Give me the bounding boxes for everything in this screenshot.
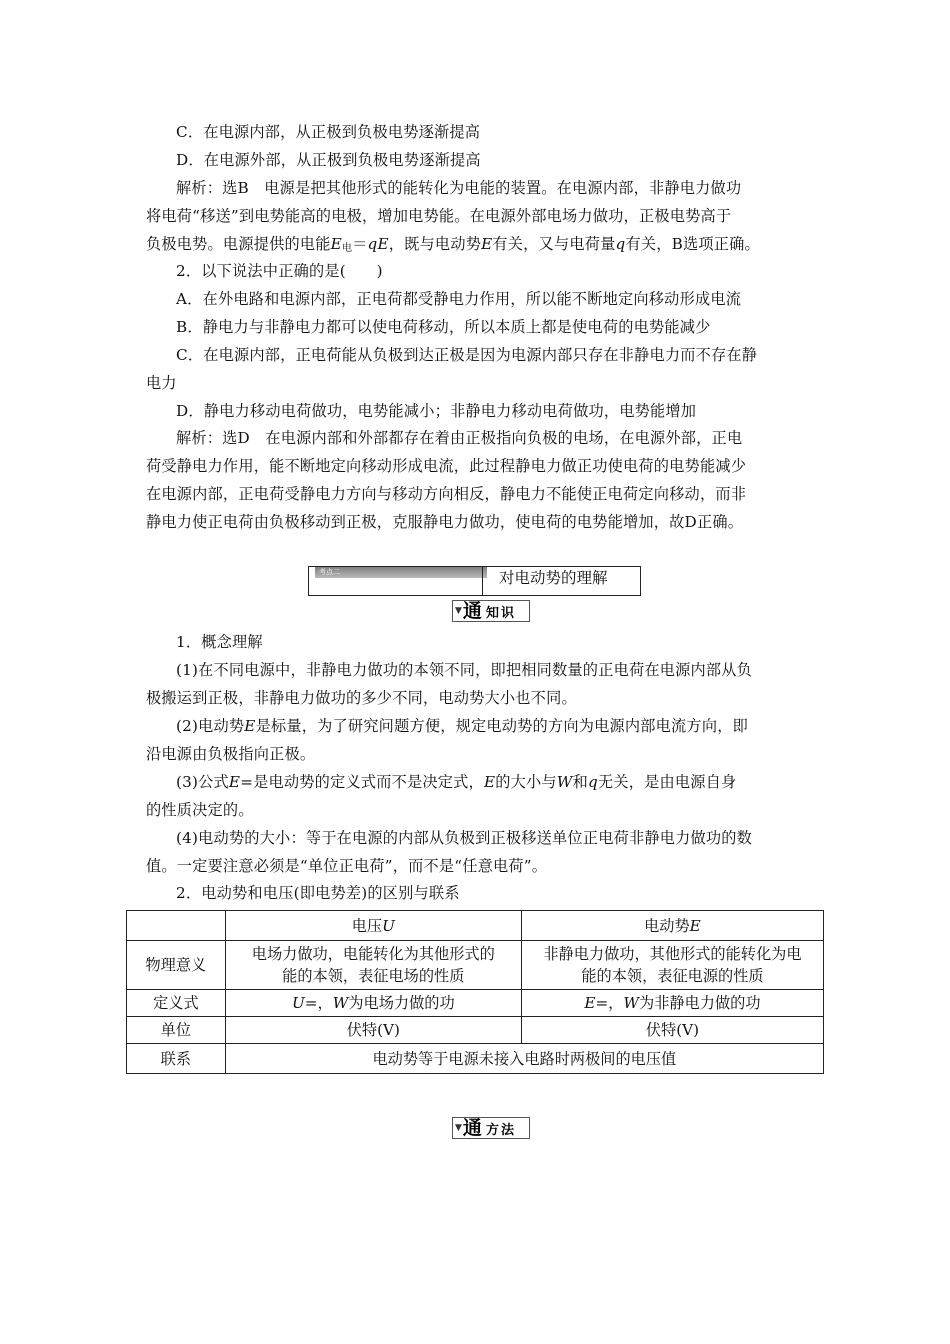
symbol-w: W: [332, 994, 349, 1012]
concept-3-line-1: [176, 771, 826, 793]
symbol-e: E: [483, 773, 496, 791]
text-run: 有关，又与电荷量: [492, 235, 616, 253]
concept-1-line-1: (1)在不同电源中，非静电力做功的本领不同，即把相同数量的正电荷在电源内部从负: [176, 661, 753, 679]
analysis-1-line-2: 将电荷“移送”到电势能高的电极，增加电势能。在电源外部电场力做功，正极电势高于: [146, 207, 732, 225]
concept-4-line-2: 值。一定要注意必须是“单位正电荷”，而不是“任意电荷”。: [146, 857, 548, 875]
analysis-2-line-1: 解析：选D 在电源内部和外部都存在着由正极指向负极的电场，在电源外部，正电: [176, 429, 743, 447]
section-title: 对电动势的理解: [499, 569, 608, 587]
option-d: D．在电源外部，从正极到负极电势逐渐提高: [176, 151, 481, 169]
cell-text: =，: [595, 994, 624, 1012]
row-label: 联系: [127, 1044, 226, 1074]
text-run: (2)电动势: [176, 717, 245, 735]
symbol-u: U: [382, 916, 395, 935]
table-row: [127, 1017, 824, 1044]
concept-2-line-1: [176, 715, 826, 737]
table-cell: [225, 990, 521, 1017]
symbol-e: E: [584, 994, 596, 1012]
symbol-w: W: [556, 773, 573, 791]
text-run: 的大小与: [495, 773, 557, 791]
badge-main-char: 通: [462, 1117, 482, 1139]
text-run: 和: [572, 773, 588, 791]
analysis-2-line-4: 静电力使正电荷由负极移动到正极，克服静电力做功，使电荷的电势能增加，故D正确。: [146, 513, 744, 531]
cell-line: 能的本领，表征电场的性质: [282, 967, 465, 985]
comparison-heading: 2．电动势和电压(即电势差)的区别与联系: [176, 884, 460, 902]
text-run: 无关，是由电源自身: [597, 773, 737, 791]
option-a: A．在外电路和电源内部，正电荷都受静电力作用，所以能不断地定向移动形成电流: [176, 290, 742, 308]
table-cell: [521, 990, 823, 1017]
row-label: 物理意义: [127, 941, 226, 990]
analysis-1-line-3: [146, 233, 826, 260]
text-run: ，既与电动势: [388, 235, 482, 253]
symbol-e: E: [228, 773, 241, 791]
symbol-q: q: [615, 235, 626, 253]
option-b: B．静电力与非静电力都可以使电荷移动，所以本质上都是使电荷的电势能减少: [176, 318, 711, 336]
symbol-qe: qE: [367, 235, 389, 253]
symbol-u: U: [291, 994, 305, 1012]
cell-text: =，: [304, 994, 333, 1012]
triangle-down-icon: ▼: [455, 1123, 462, 1133]
question-2: 2．以下说法中正确的是( ): [176, 262, 383, 280]
row-label: 定义式: [127, 990, 226, 1017]
symbol-q: q: [588, 773, 598, 791]
row-label: 单位: [127, 1017, 226, 1044]
header-text: 电压: [351, 916, 383, 935]
text-run: 有关，B选项正确。: [625, 235, 760, 253]
option-c: C．在电源内部，从正极到负极电势逐渐提高: [176, 123, 481, 141]
concept-1-line-2: 极搬运到正极，非静电力做功的多少不同，电动势大小也不同。: [146, 689, 577, 707]
badge-label: 知识: [485, 605, 516, 621]
option-c-2-cont: 电力: [146, 374, 177, 392]
table-cell: 伏特(V): [521, 1017, 823, 1044]
table-cell: 电动势等于电源未接入电路时两极间的电压值: [225, 1044, 823, 1074]
text-run: =是电动势的定义式而不是决定式，: [240, 773, 484, 791]
concept-4-line-1: (4)电动势的大小：等于在电源的内部从负极到正极移送单位正电荷非静电力做功的数: [176, 829, 753, 847]
table-cell: 伏特(V): [225, 1017, 521, 1044]
triangle-down-icon: ▼: [455, 606, 462, 616]
text-run: 负极电势。电源提供的电能: [146, 235, 331, 253]
comparison-table: [126, 910, 824, 1074]
concept-3-line-2: 的性质决定的。: [146, 801, 254, 819]
concept-heading: 1．概念理解: [176, 633, 263, 651]
header-text: 电动势: [644, 916, 690, 935]
badge-label: 方法: [485, 1122, 516, 1138]
table-cell: [225, 941, 521, 990]
cell-line: 非静电力做功，其他形式的能转化为电: [543, 945, 802, 963]
analysis-2-line-3: 在电源内部，正电荷受静电力方向与移动方向相反，静电力不能使正电荷定向移动，而非: [146, 485, 747, 503]
symbol-e: E: [330, 235, 342, 253]
symbol-e: E: [689, 916, 701, 935]
knowledge-badge: [452, 600, 530, 622]
table-row: [127, 941, 824, 990]
analysis-2-line-2: 荷受静电力作用，能不断地定向移动形成电流，此过程静电力做正功使电荷的电势能减少: [146, 457, 747, 475]
table-header: [521, 911, 823, 941]
method-badge: [452, 1117, 530, 1139]
symbol-e: E: [481, 235, 493, 253]
option-c-2: C．在电源内部，正电荷能从负极到达正极是因为电源内部只存在非静电力而不存在静: [176, 346, 758, 364]
cell-line: 电场力做功，电能转化为其他形式的: [251, 945, 495, 963]
section-header: [308, 566, 641, 596]
text-run: 是标量，为了研究问题方便，规定电动势的方向为电源内部电流方向，即: [255, 717, 748, 735]
table-row: [127, 911, 824, 941]
cell-text: 为非静电力做的功: [639, 994, 761, 1012]
badge-main-char: 通: [462, 600, 482, 622]
text-run: ＝: [352, 235, 368, 253]
text-run: (3)公式: [176, 773, 229, 791]
section-tag: 考点二: [315, 567, 487, 578]
symbol-w: W: [623, 994, 639, 1012]
table-cell: [127, 911, 226, 941]
cell-line: 能的本领，表征电源的性质: [581, 967, 764, 985]
analysis-1-line-1: 解析：选B 电源是把其他形式的能转化为电能的装置。在电源内部，非静电力做功: [176, 179, 742, 197]
option-d-2: D．静电力移动电荷做功，电势能减小；非静电力移动电荷做功，电势能增加: [176, 402, 697, 420]
subscript: 电: [341, 243, 353, 254]
cell-text: 为电场力做的功: [348, 994, 455, 1012]
table-header: [225, 911, 521, 941]
concept-2-line-2: 沿电源由负极指向正极。: [146, 745, 316, 763]
table-row: [127, 990, 824, 1017]
table-row: [127, 1044, 824, 1074]
divider: [482, 567, 483, 596]
table-cell: [521, 941, 823, 990]
symbol-e: E: [244, 717, 256, 735]
